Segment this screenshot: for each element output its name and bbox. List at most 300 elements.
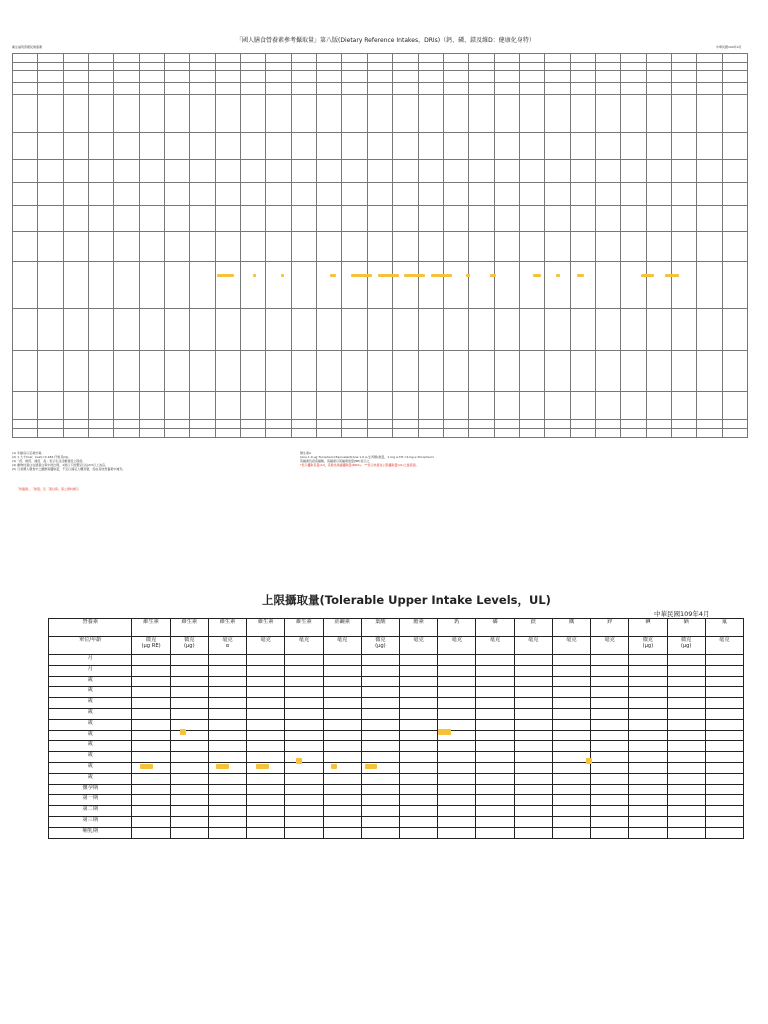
value-cell — [552, 687, 590, 698]
dri-cell — [215, 160, 240, 183]
dri-cell — [241, 420, 266, 429]
dri-cell — [342, 232, 367, 262]
dri-cell — [595, 429, 620, 438]
dri-cell — [114, 71, 139, 83]
dri-cell — [38, 133, 63, 160]
footnote: (3)「低、稍低、適度、高」表示生活活動強度之程度。 — [12, 459, 86, 463]
dri-cell — [114, 63, 139, 71]
value-cell — [438, 784, 476, 795]
age-label: 歲 — [49, 698, 132, 709]
dri-cell — [38, 429, 63, 438]
value-cell — [667, 773, 705, 784]
dri-cell — [697, 95, 722, 133]
dri-cell — [291, 420, 316, 429]
dri-cell — [63, 429, 88, 438]
dri-cell — [494, 133, 519, 160]
value-cell — [629, 816, 667, 827]
value-cell — [132, 719, 170, 730]
highlight-mark — [256, 764, 269, 769]
dri-cell — [13, 183, 38, 206]
dri-cell — [367, 95, 392, 133]
dri-cell — [367, 133, 392, 160]
dri-cell — [621, 429, 646, 438]
value-cell — [629, 762, 667, 773]
value-cell — [132, 708, 170, 719]
dri-cell — [114, 133, 139, 160]
dri-cell — [443, 83, 468, 95]
dri-cell — [722, 420, 747, 429]
dri-cell — [722, 309, 747, 351]
dri-cell — [114, 429, 139, 438]
value-cell — [438, 827, 476, 838]
dri-cell — [266, 309, 291, 351]
column-header: 維生素 — [285, 619, 323, 637]
highlight-mark — [331, 764, 337, 769]
value-cell — [552, 676, 590, 687]
value-cell — [208, 655, 246, 666]
value-cell — [323, 698, 361, 709]
dri-cell — [418, 160, 443, 183]
dri-cell — [241, 133, 266, 160]
value-cell — [552, 762, 590, 773]
dri-cell — [367, 262, 392, 309]
dri-cell — [443, 71, 468, 83]
dri-cell — [139, 133, 164, 160]
value-cell — [514, 708, 552, 719]
dri-cell — [519, 133, 544, 160]
dri-cell — [291, 206, 316, 232]
value-cell — [247, 655, 285, 666]
value-cell — [170, 687, 208, 698]
dri-cell — [443, 206, 468, 232]
value-cell — [208, 773, 246, 784]
value-cell — [323, 708, 361, 719]
dri-cell — [165, 262, 190, 309]
dri-cell — [89, 133, 114, 160]
dri-cell — [89, 206, 114, 232]
dri-cell — [317, 63, 342, 71]
dri-cell — [494, 232, 519, 262]
dri-cell — [418, 392, 443, 420]
dri-cell — [570, 392, 595, 420]
dri-cell — [190, 160, 215, 183]
dri-cell — [646, 71, 671, 83]
dri-cell — [418, 95, 443, 133]
dri-cell — [215, 133, 240, 160]
dri-cell — [671, 160, 696, 183]
dri-cell — [13, 133, 38, 160]
dri-cell — [393, 54, 418, 63]
value-cell — [208, 730, 246, 741]
value-cell — [208, 752, 246, 763]
dri-cell — [595, 420, 620, 429]
dri-cell — [545, 262, 570, 309]
value-cell — [400, 655, 438, 666]
dri-cell — [89, 63, 114, 71]
value-cell — [361, 687, 399, 698]
dri-cell — [241, 71, 266, 83]
value-cell — [514, 784, 552, 795]
value-cell — [438, 762, 476, 773]
dri-cell — [646, 351, 671, 392]
dri-cell — [38, 160, 63, 183]
column-header: 鎂 — [514, 619, 552, 637]
value-cell — [170, 773, 208, 784]
dri-cell — [646, 420, 671, 429]
value-cell — [476, 719, 514, 730]
dri-cell — [646, 95, 671, 133]
dri-cell — [570, 429, 595, 438]
value-cell — [476, 708, 514, 719]
unit-cell: 毫克 — [323, 637, 361, 655]
dri-cell — [722, 160, 747, 183]
dri-cell — [393, 63, 418, 71]
dri-cell — [621, 95, 646, 133]
dri-cell — [519, 83, 544, 95]
value-cell — [591, 655, 629, 666]
dri-cell — [469, 83, 494, 95]
age-label: 月 — [49, 655, 132, 666]
dri-cell — [697, 63, 722, 71]
dri-cell — [646, 183, 671, 206]
dri-cell — [139, 95, 164, 133]
value-cell — [476, 816, 514, 827]
ul-table — [48, 618, 744, 839]
dri-cell — [13, 392, 38, 420]
dri-cell — [367, 206, 392, 232]
value-cell — [285, 698, 323, 709]
dri-cell — [215, 95, 240, 133]
value-cell — [552, 784, 590, 795]
dri-cell — [367, 232, 392, 262]
dri-cell — [342, 392, 367, 420]
value-cell — [285, 827, 323, 838]
value-cell — [208, 816, 246, 827]
value-cell — [208, 665, 246, 676]
dri-cell — [570, 54, 595, 63]
dri-cell — [671, 71, 696, 83]
value-cell — [476, 698, 514, 709]
dri-table — [12, 53, 748, 438]
dri-cell — [114, 309, 139, 351]
highlight-mark — [577, 274, 584, 277]
dri-cell — [519, 262, 544, 309]
value-cell — [438, 698, 476, 709]
value-cell — [208, 806, 246, 817]
dri-cell — [114, 206, 139, 232]
dri-cell — [317, 351, 342, 392]
dri-cell — [63, 133, 88, 160]
dri-cell — [89, 160, 114, 183]
value-cell — [170, 719, 208, 730]
dri-left-note: 衛生福利部國民健康署 — [12, 45, 43, 49]
value-cell — [323, 665, 361, 676]
footnote: 維生素A — [300, 451, 312, 455]
value-cell — [400, 719, 438, 730]
dri-cell — [494, 420, 519, 429]
dri-cell — [367, 160, 392, 183]
value-cell — [361, 730, 399, 741]
value-cell — [323, 655, 361, 666]
value-cell — [438, 665, 476, 676]
dri-cell — [494, 309, 519, 351]
value-cell — [552, 773, 590, 784]
dri-cell — [190, 262, 215, 309]
dri-cell — [165, 420, 190, 429]
highlight-mark — [216, 764, 229, 769]
dri-cell — [342, 71, 367, 83]
dri-cell — [139, 392, 164, 420]
dri-cell — [367, 63, 392, 71]
value-cell — [667, 795, 705, 806]
value-cell — [170, 827, 208, 838]
dri-cell — [63, 351, 88, 392]
dri-cell — [621, 262, 646, 309]
dri-cell — [13, 262, 38, 309]
dri-cell — [241, 262, 266, 309]
value-cell — [667, 719, 705, 730]
dri-cell — [190, 232, 215, 262]
footnote: (4) 動物性蛋白在總蛋白質中的比例，1歲以下的嬰兒以佔2/3以上為宜。 — [12, 463, 108, 467]
age-label: 歲 — [49, 687, 132, 698]
dri-cell — [139, 420, 164, 429]
dri-cell — [469, 183, 494, 206]
dri-cell — [393, 351, 418, 392]
value-cell — [514, 816, 552, 827]
value-cell — [552, 655, 590, 666]
dri-cell — [139, 183, 164, 206]
value-cell — [132, 806, 170, 817]
dri-cell — [291, 262, 316, 309]
dri-cell — [13, 206, 38, 232]
value-cell — [361, 816, 399, 827]
highlight-mark — [641, 274, 654, 277]
dri-cell — [469, 429, 494, 438]
dri-cell — [13, 429, 38, 438]
dri-cell — [367, 392, 392, 420]
dri-cell — [13, 309, 38, 351]
dri-cell — [215, 429, 240, 438]
value-cell — [591, 806, 629, 817]
value-cell — [705, 719, 743, 730]
dri-cell — [393, 133, 418, 160]
column-header: 維生素 — [247, 619, 285, 637]
value-cell — [552, 806, 590, 817]
dri-cell — [443, 160, 468, 183]
value-cell — [285, 655, 323, 666]
dri-cell — [469, 392, 494, 420]
dri-cell — [342, 429, 367, 438]
dri-cell — [165, 206, 190, 232]
dri-cell — [443, 95, 468, 133]
value-cell — [208, 676, 246, 687]
value-cell — [629, 741, 667, 752]
dri-cell — [393, 232, 418, 262]
value-cell — [629, 665, 667, 676]
dri-cell — [317, 262, 342, 309]
dri-cell — [595, 95, 620, 133]
dri-cell — [443, 429, 468, 438]
value-cell — [400, 687, 438, 698]
value-cell — [170, 752, 208, 763]
highlight-mark — [180, 729, 186, 735]
value-cell — [132, 687, 170, 698]
dri-cell — [469, 309, 494, 351]
dri-cell — [545, 429, 570, 438]
dri-cell — [545, 54, 570, 63]
dri-cell — [570, 63, 595, 71]
value-cell — [476, 730, 514, 741]
dri-cell — [165, 133, 190, 160]
dri-cell — [291, 71, 316, 83]
dri-cell — [342, 133, 367, 160]
dri-cell — [215, 71, 240, 83]
dri-cell — [469, 54, 494, 63]
value-cell — [170, 784, 208, 795]
age-label: 第三期 — [49, 816, 132, 827]
dri-cell — [89, 54, 114, 63]
dri-cell — [697, 429, 722, 438]
value-cell — [170, 762, 208, 773]
dri-cell — [671, 309, 696, 351]
value-cell — [476, 784, 514, 795]
unit-cell: 毫克 — [400, 637, 438, 655]
dri-cell — [165, 429, 190, 438]
value-cell — [705, 676, 743, 687]
value-cell — [247, 741, 285, 752]
value-cell — [629, 827, 667, 838]
dri-cell — [722, 232, 747, 262]
dri-cell — [443, 54, 468, 63]
dri-right-note: 中華民國109年4月 — [716, 45, 742, 49]
dri-cell — [317, 429, 342, 438]
dri-cell — [114, 183, 139, 206]
dri-cell — [13, 160, 38, 183]
header-nutrient: 營養素 — [49, 619, 132, 637]
value-cell — [667, 784, 705, 795]
dri-cell — [697, 160, 722, 183]
dri-cell — [317, 232, 342, 262]
value-cell — [438, 687, 476, 698]
dri-cell — [469, 206, 494, 232]
dri-cell — [393, 95, 418, 133]
dri-cell — [646, 262, 671, 309]
value-cell — [170, 730, 208, 741]
unit-cell: 毫克 α — [208, 637, 246, 655]
dri-cell — [621, 71, 646, 83]
dri-cell — [317, 160, 342, 183]
value-cell — [247, 784, 285, 795]
dri-cell — [13, 63, 38, 71]
dri-cell — [697, 392, 722, 420]
dri-cell — [266, 392, 291, 420]
value-cell — [170, 676, 208, 687]
value-cell — [132, 655, 170, 666]
dri-cell — [38, 420, 63, 429]
value-cell — [285, 708, 323, 719]
dri-cell — [722, 71, 747, 83]
value-cell — [361, 665, 399, 676]
value-cell — [476, 806, 514, 817]
value-cell — [361, 708, 399, 719]
dri-cell — [570, 160, 595, 183]
dri-cell — [241, 206, 266, 232]
value-cell — [667, 687, 705, 698]
dri-cell — [621, 420, 646, 429]
value-cell — [552, 741, 590, 752]
value-cell — [591, 795, 629, 806]
value-cell — [400, 773, 438, 784]
value-cell — [361, 698, 399, 709]
dri-cell — [317, 71, 342, 83]
value-cell — [629, 784, 667, 795]
dri-cell — [165, 71, 190, 83]
dri-cell — [570, 420, 595, 429]
age-label: 歲 — [49, 773, 132, 784]
dri-cell — [545, 206, 570, 232]
dri-cell — [89, 183, 114, 206]
dri-cell — [266, 206, 291, 232]
dri-cell — [443, 262, 468, 309]
value-cell — [591, 719, 629, 730]
dri-cell — [241, 160, 266, 183]
dri-cell — [215, 420, 240, 429]
value-cell — [705, 827, 743, 838]
dri-cell — [545, 309, 570, 351]
dri-cell — [494, 262, 519, 309]
dri-cell — [393, 71, 418, 83]
dri-cell — [519, 232, 544, 262]
dri-cell — [215, 262, 240, 309]
dri-cell — [367, 54, 392, 63]
dri-cell — [595, 71, 620, 83]
dri-cell — [545, 133, 570, 160]
dri-cell — [443, 420, 468, 429]
dri-cell — [241, 63, 266, 71]
value-cell — [247, 827, 285, 838]
value-cell — [629, 806, 667, 817]
dri-cell — [139, 71, 164, 83]
dri-cell — [469, 160, 494, 183]
value-cell — [361, 795, 399, 806]
dri-cell — [317, 309, 342, 351]
dri-cell — [393, 183, 418, 206]
footnote: (5) 日常國人膳食中之纖維質攝取量，不足以滿足人體需要，需由其他營養素中補充。 — [12, 467, 126, 471]
dri-cell — [697, 206, 722, 232]
dri-cell — [393, 309, 418, 351]
dri-cell — [190, 54, 215, 63]
value-cell — [552, 698, 590, 709]
dri-cell — [38, 63, 63, 71]
dri-cell — [13, 54, 38, 63]
dri-cell — [519, 160, 544, 183]
value-cell — [323, 687, 361, 698]
dri-cell — [89, 429, 114, 438]
unit-cell: 毫克 — [591, 637, 629, 655]
dri-cell — [165, 232, 190, 262]
value-cell — [323, 676, 361, 687]
dri-cell — [570, 206, 595, 232]
dri-cell — [545, 392, 570, 420]
highlight-mark — [296, 758, 302, 764]
value-cell — [285, 762, 323, 773]
value-cell — [247, 773, 285, 784]
value-cell — [591, 708, 629, 719]
dri-cell — [443, 351, 468, 392]
dri-cell — [671, 83, 696, 95]
dri-cell — [697, 420, 722, 429]
dri-cell — [418, 133, 443, 160]
